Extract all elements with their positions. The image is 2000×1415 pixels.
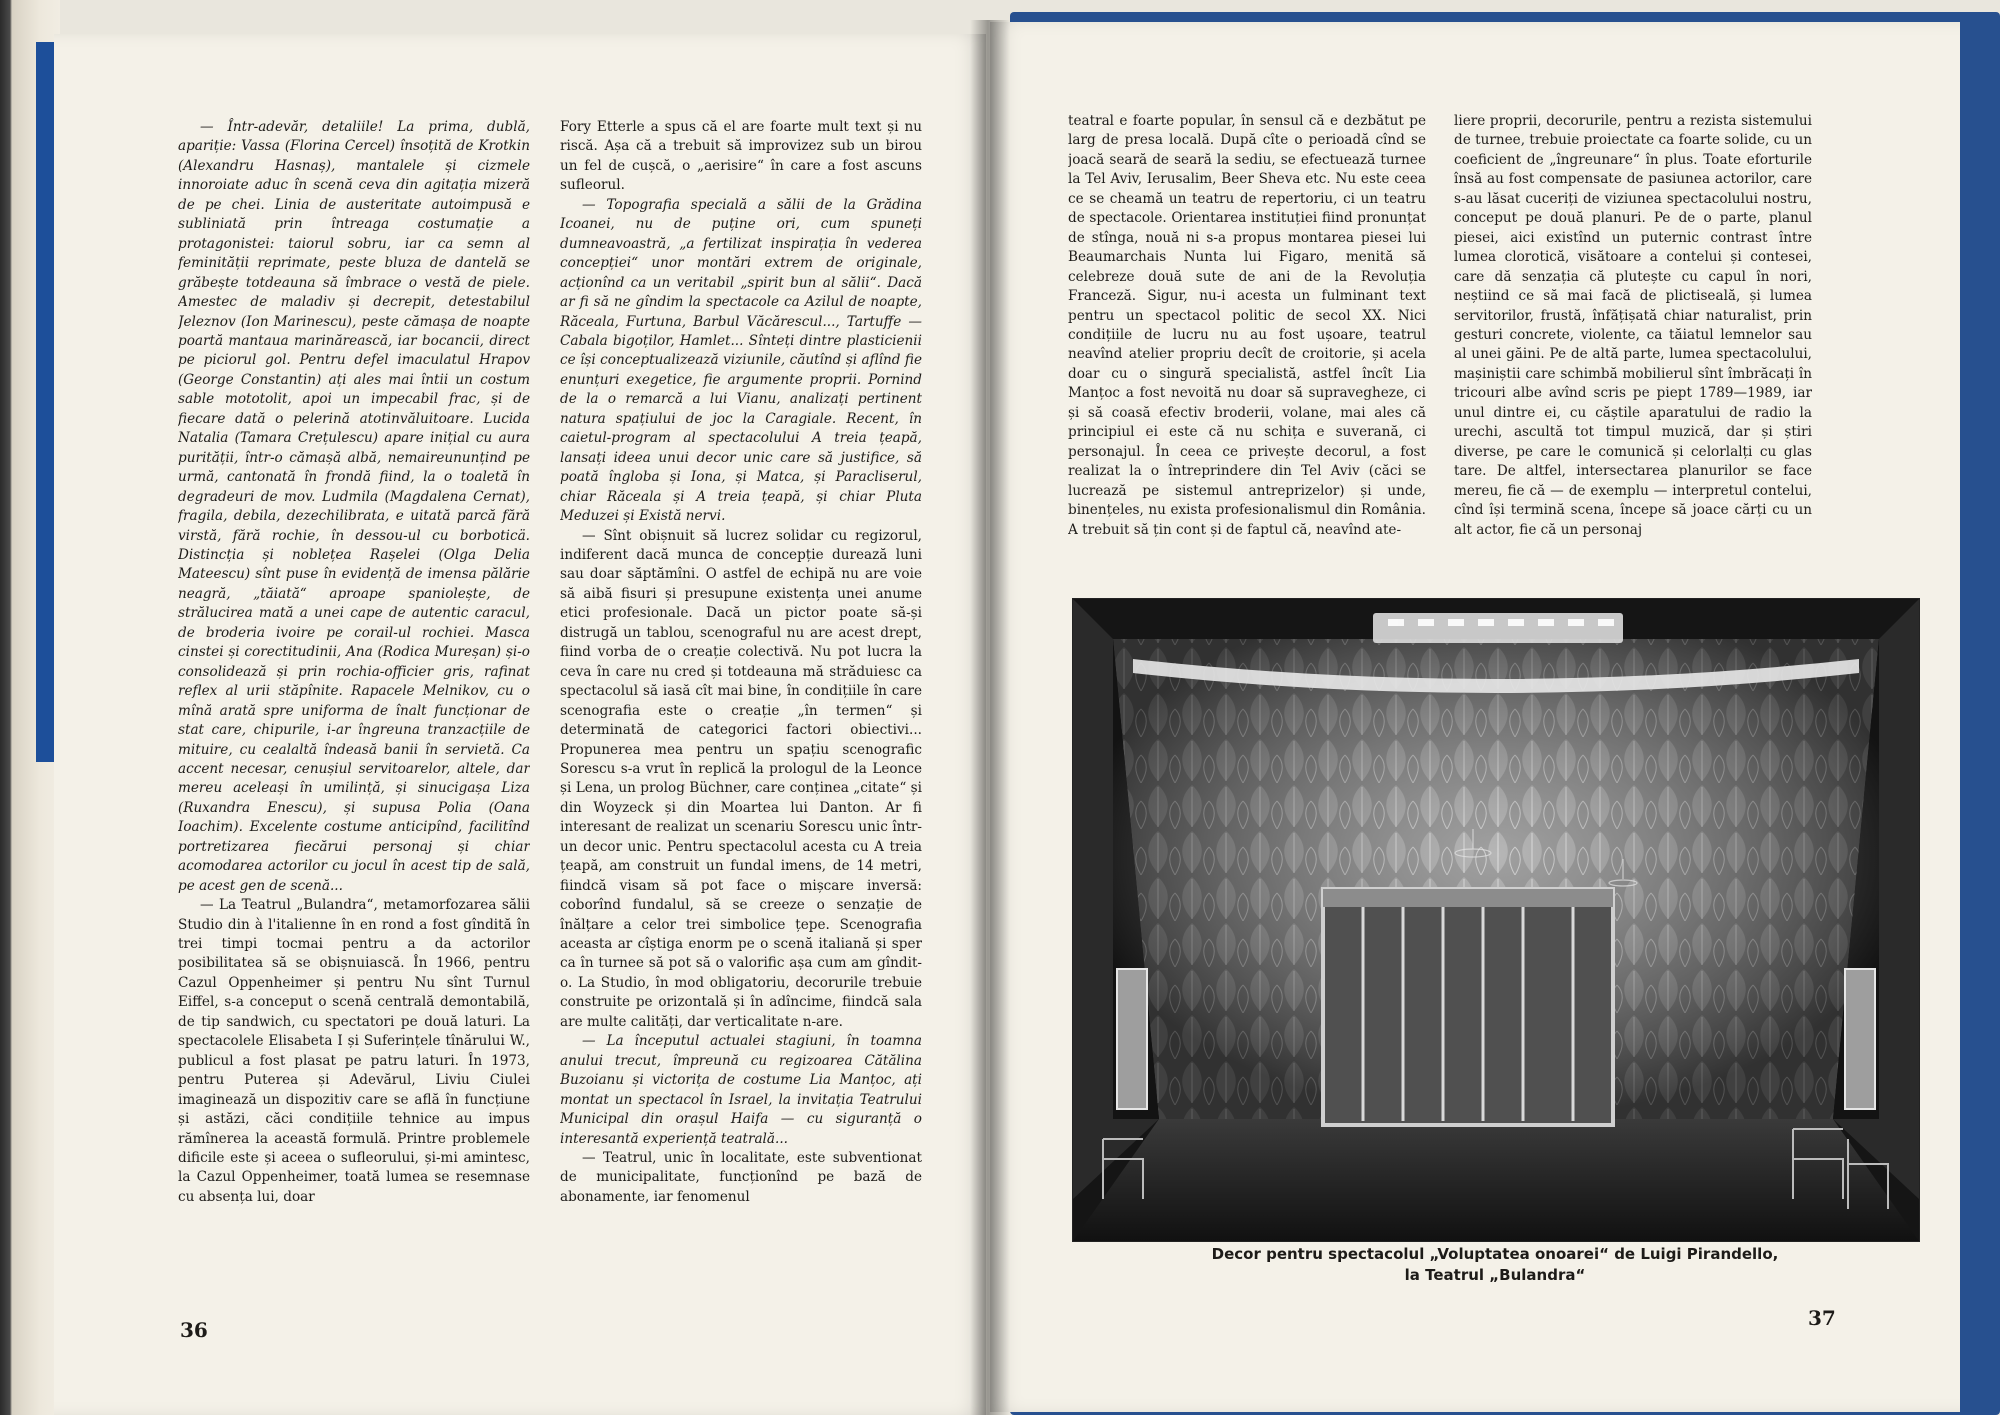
paragraph: teatral e foarte popular, în sensul că e dezbătut pe larg de presa locală. După cîte o perioadă cînd se joacă seară de seară la sediu, se efectuează turnee la Tel Aviv, Ierusalim, Beer Sheva etc. Nu este ceea ce se cheamă un teatru de repertoriu, ci un teatru de spectacole. Orientarea instituției fiind pronunțat de stînga, nouă ni s-a propus montarea piesei lui Beaumarchais Nunta lui Figaro, menită să celebreze două sute de ani de la Revoluția Franceză. Sigur, nu-i acesta un fulminant text pentru un spectacol politic de secol XX. Nici condițiile de lucru nu au fost ușoare, teatrul neavînd atelier propriu decît de croitorie, și acela doar cu o singură specialistă, astfel încît Lia Manțoc a fost nevoită nu doar să supravegheze, ci și să coasă efectiv broderii, volane, mai ales că principiul ei este că nu schița e suverană, ci personajul. În ceea ce privește decorul, a fost realizat la o întreprindere din Tel Aviv (căci se lucrează pe sistemul antreprizelor) și unde, binențeles, nu exista profesionalismul din România. A trebuit să țin cont și de faptul că, neavînd ate-: [1068, 113, 1426, 538]
paragraph: — Într-adevăr, detaliile! La prima, dublă, apariție: Vassa (Florina Cercel) însoțită de Krotkin (Alexandru Hasnaș), mantalele și cizmele innoroiate aduc în scenă ceva din agitația mizeră de pe chei. Linia de austeritate autoimpusă e subliniată prin întreaga costumație a protagonistei: taiorul sobru, iar ca semn al feminității reprimate, peste bluza de dantelă se grăbește totdeauna să îmbrace o vestă de piele. Amestec de maladiv și decrepit, detestabilul Jeleznov (Ion Marinescu), peste cămașa de noapte poartă mantaua marinărească, iar bocancii, direct pe piciorul gol. Pentru defel imaculatul Hrapov (George Constantin) ați ales mai întii un costum sable mototolit, apoi un impecabil frac, și de fiecare dată o pelerină atotinvăluitoare. Lucida Natalia (Tamara Crețulescu) apare inițial cu aura purității, într-o cămașă albă, nemaireununțind pe urmă, cantonată în frondă fiind, la o toaletă în degradeuri de mov. Ludmila (Magdalena Cernat), fragila, debila, dezechilibrata, e uitată parcă fără virstă, fără rochie, în dessou-ul cu borboticä. Distincția și noblețea Rașelei (Olga Delia Mateescu) sînt puse în evidență de imensa pălărie neagră, „tăiată“ aproape spaniolește, de strălucirea mată a unei cape de autentic caracul, de broderia ivoire pe corail-ul rochiei. Masca cinstei și corectitudinii, Ana (Rodica Mureșan) și-o consolidează și prin rochia-officier gris, rafinat reflex al urii stăpînite. Rapacele Melnikov, cu o mînă arată spre uniforma de înalt funcționar de stat care, chipurile, i-ar îngreuna tranzacțiile de mituire, cu cealaltă îndeasă banii în servietă. Ca accent necesar, cenușiul servitoarelor, altele, dar mereu aceleași în umilință, și sinucigașa Liza (Ruxandra Enescu), și supusa Polia (Oana Ioachim). Excelente costume anticipînd, facilitînd portretizarea fiecărui personaj și chiar acomodarea actorilor cu jocul în acest tip de sală, pe acest gen de scenă...: [178, 119, 530, 894]
paragraph: Fory Etterle a spus că el are foarte mult text și nu riscă. Așa că a trebuit să improvizez sub un birou un fel de cușcă, o „aerisire“ în care a fost ascuns sufleorul.: [560, 119, 922, 194]
paragraph: — Sînt obișnuit să lucrez solidar cu regizorul, indiferent dacă munca de concepție durează luni sau doar săptămîni. O astfel de echipă nu are voie să aibă fisuri și presupune existența unei anume etici profesionale. Dacă un pictor poate să-și distrugă un tablou, scenograful nu are acest drept, fiind vorba de o creație colectivă. Nu pot lucra la ceva în care nu cred și totdeauna mă străduiesc ca spectacolul să iasă cît mai bine, în condițiile în care scenografia este o creație „în termen“ și determinată de categorici factori obiectivi... Propunerea mea pentru un spațiu scenografic Sorescu s-a vrut în replică la prologul de la Leonce și Lena, un prolog Büchner, care conținea „citate“ și din Woyzeck și din Moartea lui Danton. Ar fi interesant de realizat un scenariu Sorescu unic într-un decor unic. Pentru spectacolul acesta cu A treia țeapă, am construit un fundal imens, de 14 metri, fiindcă visam să pot face o mișcare inversă: coborînd fundalul, să se creeze o senzație de înălțare a celor trei simbolice țepe. Scenografia aceasta ar cîștiga enorm pe o scenă italiană și sper ca în turnee să pot să o valorific așa cum am gîndit-o. La Studio, în mod obligatoriu, decorurile trebuie construite pe orizontală și în adîncime, fiindcă sala are multe calități, dar verticalitate n-are.: [560, 527, 922, 1030]
caption-line-1: Decor pentru spectacolul „Voluptatea onoarei“ de Luigi Pirandello,: [1211, 1245, 1779, 1263]
caption-line-2: la Teatrul „Bulandra“: [1404, 1266, 1586, 1284]
left-page-column-2: [560, 118, 922, 1298]
right-page-column-1: [1068, 112, 1426, 586]
book-gutter: [970, 20, 1010, 1415]
left-page-column-1: [178, 118, 530, 1298]
photo-caption: [1072, 1244, 1918, 1286]
paragraph: liere proprii, decorurile, pentru a rezista sistemului de turnee, trebuie proiectate ca foarte solide, cu un coeficient de „îngreunare“ în plus. Toate eforturile însă au fost compensate de pasiunea actorilor, care s-au lăsat cuceriți de viziunea spectacolului nostru, conceput pe două planuri. Pe de o parte, planul piesei, aici existînd un puternic contrast între lumea clorotică, visătoare a contelui și contesei, care dă senzația că plutește cu capul în nori, neștiind ce să mai facă de plictiseală, și lumea servitorilor, frustă, înfățișată chiar naturalist, prin gesturi concrete, violente, ca tăiatul lemnelor sau al unei găini. Pe de altă parte, lumea spectacolului, mașiniștii care schimbă mobilierul sînt îmbrăcați în tricouri albe avînd scris pe piept 1789—1989, iar unul dintre ei, cu căștile aparatului de radio la urechi, ascultă tot timpul muzică, dar și știri diverse, pe care le comunică și celorlalți cu glas tare. De altfel, intersectarea planurilor se face mereu, fie că — de exemplu — interpretul contelui, cînd își termină scena, începe să joace cărți cu un alt actor, fie că un personaj: [1454, 113, 1812, 538]
cover-edge-left: [36, 42, 54, 762]
paragraph: — La începutul actualei stagiuni, în toamna anului trecut, împreună cu regizoarea Cătălina Buzoianu și victorița de costume Lia Manțoc, ați montat un spectacol în Israel, la invitația Teatrului Municipal din orașul Haifa — cu siguranță o interesantă experiență teatrală...: [560, 1033, 922, 1147]
paragraph: — La Teatrul „Bulandra“, metamorfozarea sălii Studio din à l'italienne în en rond a fost gîndită în trei timpi tocmai pentru a da actorilor posibilitatea să se obișnuiască. În 1966, pentru Cazul Oppenheimer și pentru Nu sînt Turnul Eiffel, s-a conceput o scenă centrală demontabilă, de tip sandwich, cu spectatori pe două laturi. La spectacolele Elisabeta I și Suferințele tînărului W., publicul a fost plasat pe patru laturi. În 1973, pentru Puterea și Adevărul, Liviu Ciulei imaginează un dispozitiv care se află în funcțiune și astăzi, căci condițiile tehnice au impus rămînerea la această formulă. Printre problemele dificile este și aceea o sufleorului, și-mi amintesc, la Cazul Oppenheimer, toată lumea se resemnase cu absența lui, doar: [178, 897, 530, 1205]
page-number-left: 36: [180, 1318, 208, 1342]
paragraph: — Teatrul, unic în localitate, este subventionat de municipalitate, funcționînd pe bază de abonamente, iar fenomenul: [560, 1150, 922, 1205]
page-number-right: 37: [1808, 1306, 1836, 1330]
stage-set-photo: [1072, 598, 1920, 1242]
right-page-column-2: [1454, 112, 1812, 586]
paragraph: — Topografia specială a sălii de la Grădina Icoanei, nu de puține ori, cum spuneți dumneavoastră, „a fertilizat inspirația în vederea concepției“ unor montări extrem de originale, acționînd ca un veritabil „spirit bun al sălii“. Dacă ar fi să ne gîndim la spectacole ca Azilul de noapte, Răceala, Furtuna, Barbul Văcărescul..., Tartuffe — Cabala bigoților, Hamlet... Sînteți dintre plasticienii ce își conceptualizează viziunile, căutînd și aflînd fie enunțuri exegetice, fie argumente proprii. Pornind de la o remarcă a lui Vianu, analizați pertinent natura spațiului de joc la Caragiale. Recent, în caietul-program al spectacolului A treia țeapă, lansați ideea unui decor unic care să justifice, să poată îngloba și Iona, și Matca, și Paracliserul, chiar Răceala și A treia țeapă, și chiar Pluta Meduzei și Există nervi.: [560, 196, 922, 525]
